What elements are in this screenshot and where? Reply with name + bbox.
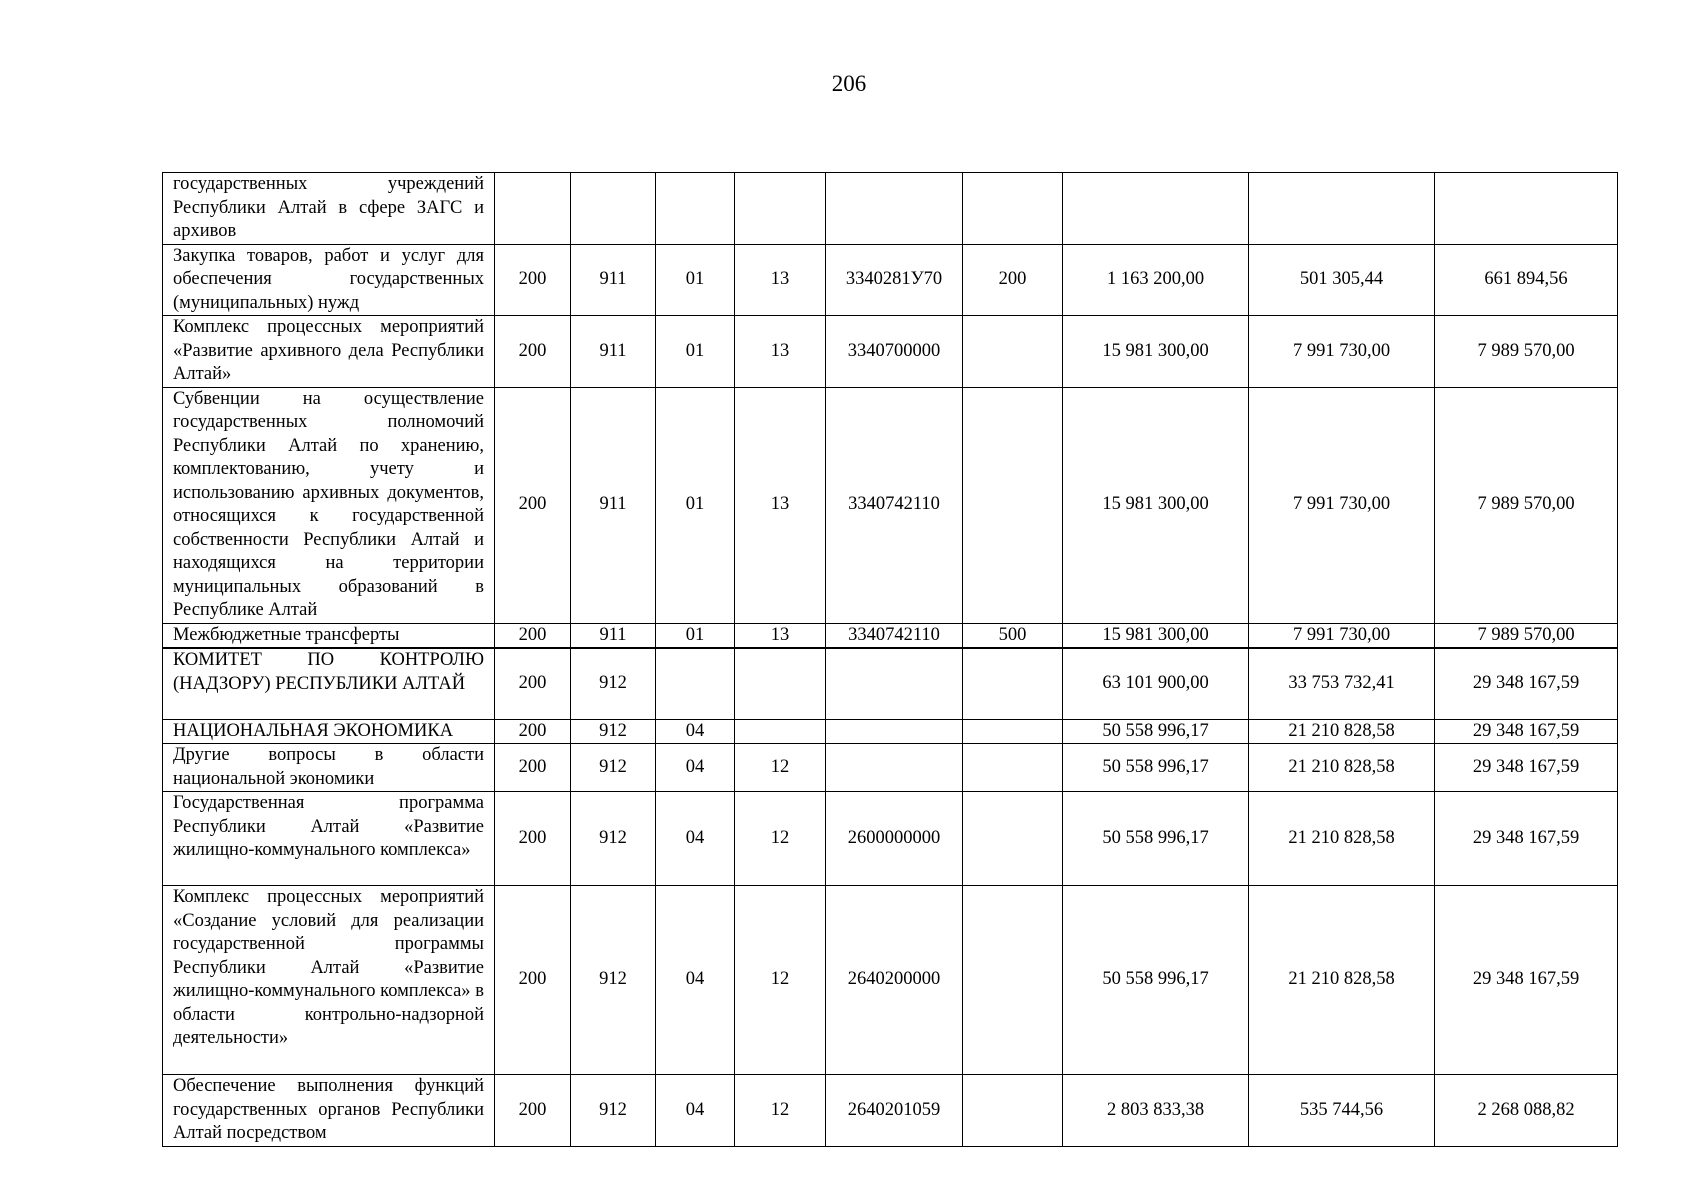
approved-amount-cell: 50 558 996,17 xyxy=(1063,744,1249,792)
row-name-cell: НАЦИОНАЛЬНАЯ ЭКОНОМИКА xyxy=(163,719,495,744)
department-cell: 911 xyxy=(571,316,656,388)
remaining-amount-cell: 29 348 167,59 xyxy=(1435,648,1618,719)
remaining-amount-cell xyxy=(1435,173,1618,245)
department-cell: 912 xyxy=(571,1075,656,1147)
division-cell xyxy=(656,648,735,719)
target-article-cell: 3340281У70 xyxy=(826,244,963,316)
executed-amount-cell: 21 210 828,58 xyxy=(1249,719,1435,744)
section-cell: 200 xyxy=(495,623,571,648)
expense-type-cell xyxy=(963,173,1063,245)
department-cell: 911 xyxy=(571,387,656,623)
section-cell: 200 xyxy=(495,792,571,886)
table-row xyxy=(163,648,1618,719)
expense-type-cell xyxy=(963,387,1063,623)
section-cell: 200 xyxy=(495,387,571,623)
subdivision-cell: 12 xyxy=(735,1075,826,1147)
division-cell: 04 xyxy=(656,744,735,792)
division-cell: 01 xyxy=(656,244,735,316)
approved-amount-cell: 63 101 900,00 xyxy=(1063,648,1249,719)
page-number: 206 xyxy=(831,71,867,96)
remaining-amount-cell: 29 348 167,59 xyxy=(1435,719,1618,744)
approved-amount-cell xyxy=(1063,173,1249,245)
table-row xyxy=(163,173,1618,245)
row-name-cell: Межбюджетные трансферты xyxy=(163,623,495,648)
row-name-cell: Другие вопросы в области национальной экономики xyxy=(163,744,495,792)
division-cell: 01 xyxy=(656,316,735,388)
section-cell: 200 xyxy=(495,1075,571,1147)
row-name-cell: Государственная программа Республики Алтай «Развитие жилищно-коммунального комплекса» xyxy=(163,792,495,886)
expense-type-cell: 500 xyxy=(963,623,1063,648)
table-row xyxy=(163,719,1618,744)
division-cell: 04 xyxy=(656,719,735,744)
row-name-cell: Обеспечение выполнения функций государственных органов Республики Алтай посредством xyxy=(163,1075,495,1147)
section-cell: 200 xyxy=(495,244,571,316)
division-cell xyxy=(656,173,735,245)
section-cell: 200 xyxy=(495,719,571,744)
department-cell xyxy=(571,173,656,245)
row-name-cell: государственных учреждений Республики Алтай в сфере ЗАГС и архивов xyxy=(163,173,495,245)
remaining-amount-cell: 29 348 167,59 xyxy=(1435,792,1618,886)
department-cell: 912 xyxy=(571,792,656,886)
section-cell: 200 xyxy=(495,886,571,1075)
target-article-cell: 2600000000 xyxy=(826,792,963,886)
department-cell: 912 xyxy=(571,719,656,744)
approved-amount-cell: 1 163 200,00 xyxy=(1063,244,1249,316)
table-row xyxy=(163,792,1618,886)
executed-amount-cell: 501 305,44 xyxy=(1249,244,1435,316)
subdivision-cell xyxy=(735,719,826,744)
subdivision-cell: 13 xyxy=(735,623,826,648)
section-cell: 200 xyxy=(495,316,571,388)
expense-type-cell: 200 xyxy=(963,244,1063,316)
table-row xyxy=(163,623,1618,648)
target-article-cell: 2640200000 xyxy=(826,886,963,1075)
subdivision-cell: 12 xyxy=(735,792,826,886)
subdivision-cell: 13 xyxy=(735,316,826,388)
row-name-cell: Закупка товаров, работ и услуг для обеспечения государственных (муниципальных) нужд xyxy=(163,244,495,316)
remaining-amount-cell: 2 268 088,82 xyxy=(1435,1075,1618,1147)
target-article-cell: 3340700000 xyxy=(826,316,963,388)
target-article-cell xyxy=(826,719,963,744)
target-article-cell xyxy=(826,648,963,719)
executed-amount-cell: 7 991 730,00 xyxy=(1249,316,1435,388)
target-article-cell xyxy=(826,173,963,245)
expense-type-cell xyxy=(963,886,1063,1075)
subdivision-cell: 12 xyxy=(735,744,826,792)
approved-amount-cell: 50 558 996,17 xyxy=(1063,719,1249,744)
approved-amount-cell: 50 558 996,17 xyxy=(1063,792,1249,886)
approved-amount-cell: 15 981 300,00 xyxy=(1063,623,1249,648)
target-article-cell xyxy=(826,744,963,792)
department-cell: 912 xyxy=(571,886,656,1075)
executed-amount-cell: 21 210 828,58 xyxy=(1249,792,1435,886)
expense-type-cell xyxy=(963,316,1063,388)
executed-amount-cell: 33 753 732,41 xyxy=(1249,648,1435,719)
table-row xyxy=(163,244,1618,316)
remaining-amount-cell: 7 989 570,00 xyxy=(1435,316,1618,388)
department-cell: 911 xyxy=(571,623,656,648)
division-cell: 04 xyxy=(656,792,735,886)
expense-type-cell xyxy=(963,792,1063,886)
expense-type-cell xyxy=(963,744,1063,792)
subdivision-cell xyxy=(735,173,826,245)
row-name-cell: КОМИТЕТ ПО КОНТРОЛЮ (НАДЗОРУ) РЕСПУБЛИКИ АЛТАЙ xyxy=(163,648,495,719)
division-cell: 04 xyxy=(656,1075,735,1147)
expense-type-cell xyxy=(963,1075,1063,1147)
remaining-amount-cell: 29 348 167,59 xyxy=(1435,886,1618,1075)
division-cell: 01 xyxy=(656,623,735,648)
approved-amount-cell: 50 558 996,17 xyxy=(1063,886,1249,1075)
table-row xyxy=(163,1075,1618,1147)
target-article-cell: 3340742110 xyxy=(826,387,963,623)
subdivision-cell: 13 xyxy=(735,244,826,316)
remaining-amount-cell: 7 989 570,00 xyxy=(1435,623,1618,648)
table-row xyxy=(163,316,1618,388)
row-name-cell: Субвенции на осуществление государственных полномочий Республики Алтай по хранению, комплектованию, учету и использованию архивных документов, относящихся к государственной собственности Республики Алтай и находящихся на территории муниципальных образований в Республике Алтай xyxy=(163,387,495,623)
expense-type-cell xyxy=(963,719,1063,744)
section-cell: 200 xyxy=(495,744,571,792)
division-cell: 01 xyxy=(656,387,735,623)
table-row xyxy=(163,744,1618,792)
remaining-amount-cell: 7 989 570,00 xyxy=(1435,387,1618,623)
approved-amount-cell: 2 803 833,38 xyxy=(1063,1075,1249,1147)
row-name-cell: Комплекс процессных мероприятий «Создание условий для реализации государственной программы Республики Алтай «Развитие жилищно-коммунального комплекса» в области контрольно-надзорной деятельности» xyxy=(163,886,495,1075)
executed-amount-cell: 7 991 730,00 xyxy=(1249,387,1435,623)
remaining-amount-cell: 661 894,56 xyxy=(1435,244,1618,316)
department-cell: 912 xyxy=(571,648,656,719)
target-article-cell: 2640201059 xyxy=(826,1075,963,1147)
approved-amount-cell: 15 981 300,00 xyxy=(1063,316,1249,388)
executed-amount-cell xyxy=(1249,173,1435,245)
subdivision-cell: 12 xyxy=(735,886,826,1075)
section-cell xyxy=(495,173,571,245)
division-cell: 04 xyxy=(656,886,735,1075)
section-cell: 200 xyxy=(495,648,571,719)
approved-amount-cell: 15 981 300,00 xyxy=(1063,387,1249,623)
table-row xyxy=(163,886,1618,1075)
executed-amount-cell: 535 744,56 xyxy=(1249,1075,1435,1147)
row-name-cell: Комплекс процессных мероприятий «Развитие архивного дела Республики Алтай» xyxy=(163,316,495,388)
executed-amount-cell: 21 210 828,58 xyxy=(1249,744,1435,792)
table-body xyxy=(163,173,1618,1147)
subdivision-cell xyxy=(735,648,826,719)
subdivision-cell: 13 xyxy=(735,387,826,623)
remaining-amount-cell: 29 348 167,59 xyxy=(1435,744,1618,792)
target-article-cell: 3340742110 xyxy=(826,623,963,648)
department-cell: 912 xyxy=(571,744,656,792)
expense-type-cell xyxy=(963,648,1063,719)
budget-table xyxy=(162,172,1618,1147)
executed-amount-cell: 21 210 828,58 xyxy=(1249,886,1435,1075)
executed-amount-cell: 7 991 730,00 xyxy=(1249,623,1435,648)
department-cell: 911 xyxy=(571,244,656,316)
table-row xyxy=(163,387,1618,623)
